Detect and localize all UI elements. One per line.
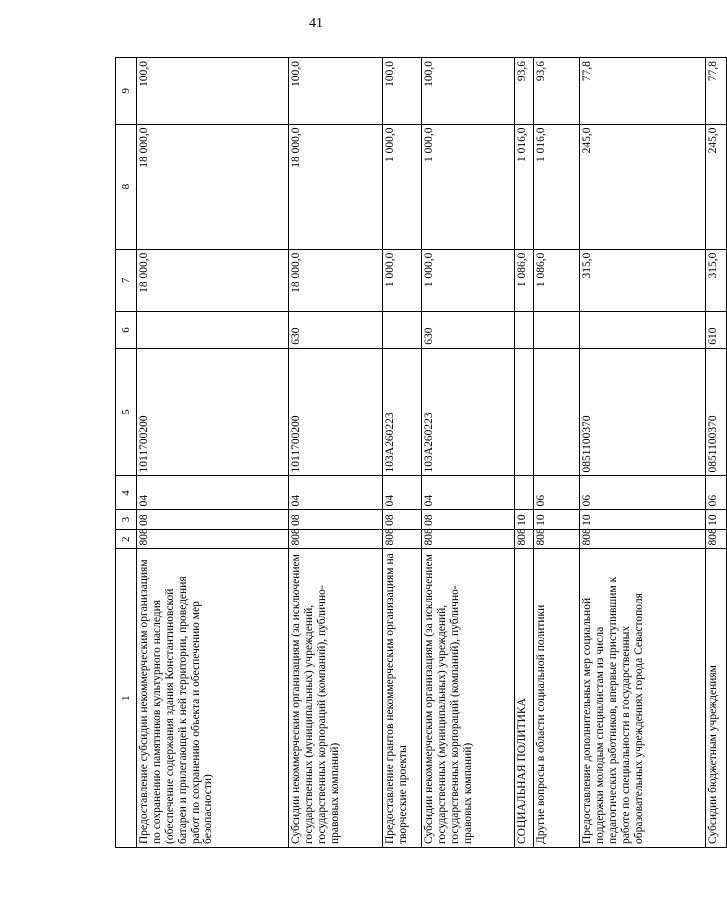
table-row xyxy=(289,58,383,848)
cell-executed-amount: 18 000,0 xyxy=(137,124,289,249)
table-row xyxy=(706,58,727,848)
cell-ministry-code: 808 xyxy=(580,529,706,549)
budget-table xyxy=(115,57,727,848)
cell-description: Предоставление субсидии некоммерческим организациям по сохранению памятников культурного наследия (обеспечение содержания здания Константиновской батареи и прилегающей к ней территории, проведения работ по сохранению объекта и обеспечению мер безопасности) xyxy=(137,549,289,848)
cell-execution-percent: 93,6 xyxy=(534,58,580,125)
cell-ministry-code: 808 xyxy=(289,529,383,549)
cell-target-article-code: 0851100370 xyxy=(706,348,727,476)
cell-section-code: 10 xyxy=(534,510,580,530)
header-cell-target-article-code: 5 xyxy=(116,348,137,476)
cell-subsection-code xyxy=(515,476,534,510)
cell-executed-amount: 1 016,0 xyxy=(534,124,580,249)
cell-executed-amount: 1 000,0 xyxy=(422,124,515,249)
table-row xyxy=(534,58,580,848)
cell-expense-type-code: 630 xyxy=(422,312,515,349)
cell-approved-amount: 315,0 xyxy=(580,249,706,312)
header-cell-expense-type-code: 6 xyxy=(116,312,137,349)
table-row xyxy=(515,58,534,848)
table-row xyxy=(422,58,515,848)
cell-subsection-code: 06 xyxy=(534,476,580,510)
header-cell-execution-percent: 9 xyxy=(116,58,137,125)
cell-section-code: 10 xyxy=(706,510,727,530)
header-cell-section-code: 3 xyxy=(116,510,137,530)
cell-expense-type-code xyxy=(534,312,580,349)
cell-subsection-code: 04 xyxy=(383,476,422,510)
cell-expense-type-code: 630 xyxy=(289,312,383,349)
header-cell-executed-amount: 8 xyxy=(116,124,137,249)
cell-subsection-code: 06 xyxy=(706,476,727,510)
cell-description: Предоставление дополнительных мер социальной поддержки молодым специалистам из числа педагогических работников, впервые приступившим к работе по специальности в государственных образовательных учреждениях города Севастополя xyxy=(580,549,706,848)
cell-section-code: 08 xyxy=(289,510,383,530)
cell-expense-type-code xyxy=(580,312,706,349)
cell-target-article-code xyxy=(515,348,534,476)
table-row xyxy=(137,58,289,848)
cell-expense-type-code xyxy=(137,312,289,349)
cell-expense-type-code: 610 xyxy=(706,312,727,349)
cell-approved-amount: 1 000,0 xyxy=(422,249,515,312)
cell-approved-amount: 18 000,0 xyxy=(137,249,289,312)
cell-section-code: 08 xyxy=(422,510,515,530)
cell-executed-amount: 1 000,0 xyxy=(383,124,422,249)
cell-ministry-code: 808 xyxy=(515,529,534,549)
cell-subsection-code: 06 xyxy=(580,476,706,510)
cell-ministry-code: 808 xyxy=(706,529,727,549)
header-row xyxy=(116,58,137,848)
cell-execution-percent: 100,0 xyxy=(422,58,515,125)
cell-approved-amount: 18 000,0 xyxy=(289,249,383,312)
cell-target-article-code: 0851100370 xyxy=(580,348,706,476)
cell-execution-percent: 77,8 xyxy=(580,58,706,125)
cell-section-code: 08 xyxy=(137,510,289,530)
cell-target-article-code: 103A260223 xyxy=(383,348,422,476)
cell-target-article-code: 1011700200 xyxy=(289,348,383,476)
cell-section-code: 10 xyxy=(515,510,534,530)
table-row xyxy=(383,58,422,848)
cell-execution-percent: 77,8 xyxy=(706,58,727,125)
cell-executed-amount: 18 000,0 xyxy=(289,124,383,249)
cell-target-article-code xyxy=(534,348,580,476)
header-cell-ministry-code: 2 xyxy=(116,529,137,549)
cell-approved-amount: 1 086,0 xyxy=(515,249,534,312)
cell-target-article-code: 1011700200 xyxy=(137,348,289,476)
cell-expense-type-code xyxy=(383,312,422,349)
cell-description: Субсидии некоммерческим организациям (за исключением государственных (муниципальных) учреждений, государственных корпораций (компаний), публично-правовых компаний) xyxy=(422,549,515,848)
cell-description: Субсидии бюджетным учреждениям xyxy=(706,549,727,848)
cell-subsection-code: 04 xyxy=(137,476,289,510)
table-row xyxy=(580,58,706,848)
header-cell-subsection-code: 4 xyxy=(116,476,137,510)
cell-execution-percent: 93,6 xyxy=(515,58,534,125)
cell-description: Субсидии некоммерческим организациям (за исключением государственных (муниципальных) учреждений, государственных корпораций (компаний), публично-правовых компаний) xyxy=(289,549,383,848)
cell-subsection-code: 04 xyxy=(422,476,515,510)
cell-execution-percent: 100,0 xyxy=(289,58,383,125)
cell-executed-amount: 245,0 xyxy=(580,124,706,249)
cell-target-article-code: 103A260223 xyxy=(422,348,515,476)
cell-ministry-code: 808 xyxy=(422,529,515,549)
cell-expense-type-code xyxy=(515,312,534,349)
cell-description: СОЦИАЛЬНАЯ ПОЛИТИКА xyxy=(515,549,534,848)
cell-ministry-code: 808 xyxy=(534,529,580,549)
cell-description: Другие вопросы в области социальной политики xyxy=(534,549,580,848)
cell-execution-percent: 100,0 xyxy=(137,58,289,125)
cell-approved-amount: 1 000,0 xyxy=(383,249,422,312)
cell-approved-amount: 315,0 xyxy=(706,249,727,312)
cell-section-code: 08 xyxy=(383,510,422,530)
cell-subsection-code: 04 xyxy=(289,476,383,510)
cell-executed-amount: 1 016,0 xyxy=(515,124,534,249)
cell-section-code: 10 xyxy=(580,510,706,530)
table-body xyxy=(116,58,727,848)
page-number: 41 xyxy=(309,16,323,31)
header-cell-approved-amount: 7 xyxy=(116,249,137,312)
cell-description: Предоставление грантов некоммерческим организациям на творческие проекты xyxy=(383,549,422,848)
cell-execution-percent: 100,0 xyxy=(383,58,422,125)
cell-ministry-code: 808 xyxy=(383,529,422,549)
cell-ministry-code: 808 xyxy=(137,529,289,549)
cell-approved-amount: 1 086,0 xyxy=(534,249,580,312)
header-cell-description: 1 xyxy=(116,549,137,848)
cell-executed-amount: 245,0 xyxy=(706,124,727,249)
